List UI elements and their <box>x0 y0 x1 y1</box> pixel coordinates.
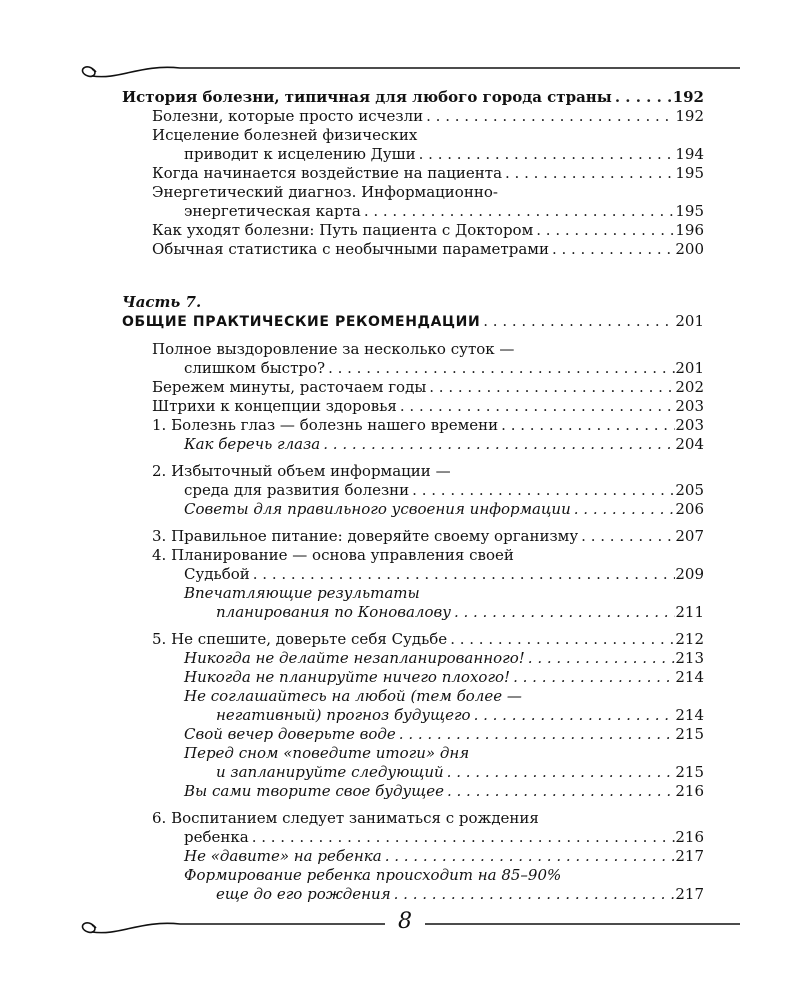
toc-entry-title: Энергетический диагноз. Информационно- <box>152 183 498 201</box>
toc-page-number: 202 <box>675 378 704 396</box>
toc-entry[interactable] <box>122 763 704 782</box>
toc-entry-title: приводит к исцелению Души <box>184 145 416 163</box>
toc-entry-title: Формирование ребенка происходит на 85–90% <box>184 866 562 884</box>
leader-dots <box>361 202 676 221</box>
toc-entry-title: 1. Болезнь глаз — болезнь нашего времени <box>152 416 499 434</box>
toc-entry[interactable] <box>122 378 704 397</box>
leader-dots <box>320 435 675 454</box>
toc-entry-title: Перед сном «поведите итоги» дня <box>184 744 470 762</box>
toc-entry-title: Полное выздоровление за несколько суток — <box>152 340 515 358</box>
leader-dots <box>382 847 676 866</box>
toc-entry[interactable] <box>122 221 704 240</box>
toc-entry-line <box>122 462 704 481</box>
toc-entry[interactable] <box>122 88 704 107</box>
leader-dots <box>396 725 676 744</box>
toc-entry-title: Болезни, которые просто исчезли <box>152 107 424 125</box>
toc-entry-title: Как беречь глаза <box>184 435 321 453</box>
toc-entry-title: 6. Воспитанием следует заниматься с рождения <box>152 809 539 827</box>
toc-entry-title: 2. Избыточный объем информации — <box>152 462 451 480</box>
leader-dots <box>510 668 675 687</box>
toc-entry-title: 5. Не спешите, доверьте себя Судьбе <box>152 630 448 648</box>
toc-entry-title: 3. Правильное питание: доверяйте своему организму <box>152 527 579 545</box>
table-of-contents <box>122 88 704 904</box>
toc-page-number: 214 <box>675 668 704 686</box>
toc-page-number: 209 <box>675 565 704 583</box>
toc-entry-line <box>122 584 704 603</box>
toc-entry-title: ребенка <box>184 828 249 846</box>
toc-entry[interactable] <box>122 668 704 687</box>
part-title: ОБЩИЕ ПРАКТИЧЕСКИЕ РЕКОМЕНДАЦИИ <box>122 314 481 330</box>
toc-entry-title: энергетическая карта <box>184 202 361 220</box>
toc-entry-title: Как уходят болезни: Путь пациента с Доктором <box>152 221 534 239</box>
toc-page-number: 215 <box>675 725 704 743</box>
toc-entry[interactable] <box>122 527 704 546</box>
leader-dots <box>447 630 675 649</box>
toc-entry[interactable] <box>122 500 704 519</box>
toc-entry[interactable] <box>122 416 704 435</box>
toc-entry-line <box>122 809 704 828</box>
leader-dots <box>533 221 675 240</box>
toc-entry-title: среда для развития болезни <box>184 481 410 499</box>
leader-dots <box>426 378 675 397</box>
toc-entry-title: планирования по Коновалову <box>216 603 451 621</box>
toc-entry-line <box>122 183 704 202</box>
leader-dots <box>444 763 676 782</box>
leader-dots <box>391 885 676 904</box>
toc-entry-line <box>122 546 704 565</box>
toc-entry-title: История болезни, типичная для любого города страны <box>122 88 612 106</box>
toc-entry-title: Советы для правильного усвоения информации <box>184 500 571 518</box>
toc-entry[interactable] <box>122 847 704 866</box>
toc-page-number: 216 <box>675 782 704 800</box>
toc-entry[interactable] <box>122 649 704 668</box>
toc-entry-title: Обычная статистика с необычными параметрами <box>152 240 549 258</box>
toc-entry-title: негативный) прогноз будущего <box>216 706 471 724</box>
toc-entry-title: Никогда не планируйте ничего плохого! <box>184 668 511 686</box>
toc-entry-title: Впечатляющие результаты <box>184 584 420 602</box>
leader-dots <box>612 88 673 107</box>
toc-page-number: 206 <box>675 500 704 518</box>
toc-entry[interactable] <box>122 164 704 183</box>
toc-entry[interactable] <box>122 359 704 378</box>
leader-dots <box>525 649 676 668</box>
leader-dots <box>444 782 675 801</box>
toc-page-number: 217 <box>675 847 704 865</box>
leader-dots <box>498 416 675 435</box>
toc-page-number: 201 <box>675 312 704 330</box>
leader-dots <box>451 603 675 622</box>
toc-page-number: 214 <box>675 706 704 724</box>
leader-dots <box>325 359 675 378</box>
toc-page-number: 217 <box>675 885 704 903</box>
toc-entry-title: Судьбой <box>184 565 250 583</box>
toc-entry-title: слишком быстро? <box>184 359 326 377</box>
toc-entry[interactable] <box>122 706 704 725</box>
toc-entry[interactable] <box>122 397 704 416</box>
toc-page-number: 213 <box>675 649 704 667</box>
toc-page-number: 192 <box>675 107 704 125</box>
toc-entry-title: Когда начинается воздействие на пациента <box>152 164 503 182</box>
toc-entry-title: Исцеление болезней физических <box>152 126 418 144</box>
toc-entry[interactable] <box>122 107 704 126</box>
leader-dots <box>397 397 675 416</box>
toc-entry-title: и запланируйте следующий <box>216 763 444 781</box>
toc-entry[interactable] <box>122 885 704 904</box>
leader-dots <box>416 145 676 164</box>
toc-entry-line <box>122 744 704 763</box>
toc-entry-title: Свой вечер доверьте воде <box>184 725 396 743</box>
toc-entry-title: Не «давите» на ребенка <box>184 847 382 865</box>
toc-page-number: 200 <box>675 240 704 258</box>
toc-page-number: 212 <box>675 630 704 648</box>
toc-entry[interactable] <box>122 565 704 584</box>
leader-dots <box>249 828 676 847</box>
leader-dots <box>471 706 676 725</box>
toc-entry[interactable] <box>122 782 704 801</box>
leader-dots <box>409 481 675 500</box>
leader-dots <box>423 107 675 126</box>
toc-entry[interactable] <box>122 145 704 164</box>
toc-page-number: 204 <box>675 435 704 453</box>
toc-entry-line <box>122 126 704 145</box>
part-label: Часть 7. <box>122 293 202 311</box>
toc-page-number: 195 <box>675 202 704 220</box>
toc-entry-title: Вы сами творите свое будущее <box>184 782 444 800</box>
leader-dots <box>502 164 675 183</box>
toc-entry[interactable] <box>122 725 704 744</box>
toc-entry-line <box>122 687 704 706</box>
toc-page-number: 207 <box>675 527 704 545</box>
page-number: 8 <box>398 909 412 934</box>
toc-entry-title: Не соглашайтесь на любой (тем более — <box>184 687 522 705</box>
toc-page-number: 205 <box>675 481 704 499</box>
toc-entry-title: Штрихи к концепции здоровья <box>152 397 397 415</box>
leader-dots <box>250 565 676 584</box>
toc-entry-title: Бережем минуты, расточаем годы <box>152 378 427 396</box>
toc-entry-title: Никогда не делайте незапланированного! <box>184 649 525 667</box>
toc-page-number: 201 <box>675 359 704 377</box>
leader-dots <box>578 527 675 546</box>
toc-page-number: 194 <box>675 145 704 163</box>
toc-entry[interactable] <box>122 630 704 649</box>
toc-entry[interactable] <box>122 202 704 221</box>
toc-entry-title: 4. Планирование — основа управления своей <box>152 546 514 564</box>
toc-page-number: 196 <box>675 221 704 239</box>
toc-entry-line <box>122 340 704 359</box>
toc-entry[interactable] <box>122 481 704 500</box>
toc-entry[interactable] <box>122 828 704 847</box>
toc-entry[interactable] <box>122 240 704 259</box>
leader-dots <box>480 312 675 331</box>
toc-entry[interactable] <box>122 435 704 454</box>
part-title-entry[interactable] <box>122 312 704 332</box>
leader-dots <box>549 240 675 259</box>
toc-entry-title: еще до его рождения <box>216 885 391 903</box>
leader-dots <box>571 500 676 519</box>
toc-page-number: 195 <box>675 164 704 182</box>
header-ornament <box>80 56 740 86</box>
toc-entry-line <box>122 866 704 885</box>
footer-ornament <box>80 909 740 942</box>
toc-page-number: 203 <box>675 416 704 434</box>
toc-entry[interactable] <box>122 603 704 622</box>
toc-page-number: 216 <box>675 828 704 846</box>
toc-page-number: 192 <box>672 88 704 106</box>
toc-page-number: 211 <box>675 603 704 621</box>
toc-page-number: 215 <box>675 763 704 781</box>
toc-page-number: 203 <box>675 397 704 415</box>
